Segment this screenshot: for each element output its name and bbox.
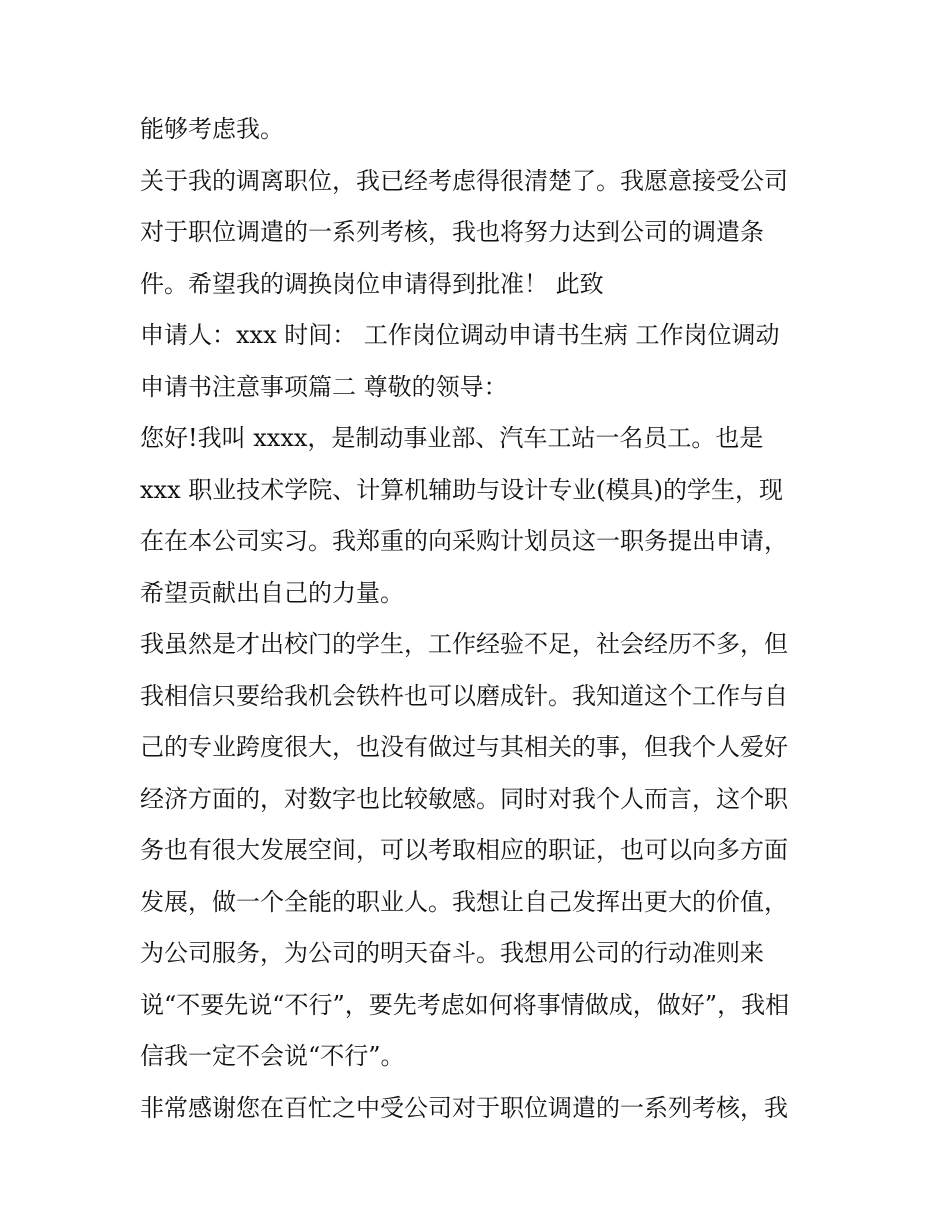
text-line: 经济方面的，对数字也比较敏感。同时对我个人而言，这个职	[140, 784, 788, 813]
text-line: 申请书注意事项篇二 尊敬的领导：	[140, 372, 508, 401]
document-body	[140, 108, 820, 1138]
text-line: 在在本公司实习。我郑重的向采购计划员这一职务提出申请，	[140, 527, 788, 555]
text-line: 非常感谢您在百忙之中受公司对于职位调遣的一系列考核，我	[140, 1093, 788, 1122]
text-line: 己的专业跨度很大，也没有做过与其相关的事，但我个人爱好	[140, 733, 788, 761]
text-line: 我相信只要给我机会铁杵也可以磨成针。我知道这个工作与自	[140, 681, 788, 710]
text-line: 我虽然是才出校门的学生，工作经验不足，社会经历不多，但	[140, 630, 788, 658]
text-line: 能够考虑我。	[140, 115, 284, 143]
text-line: 关于我的调离职位，我已经考虑得很清楚了。我愿意接受公司	[140, 166, 788, 195]
text-line: 您好!我叫 xxxx，是制动事业部、汽车工站一名员工。也是	[140, 424, 764, 452]
text-line: 为公司服务，为公司的明天奋斗。我想用公司的行动准则来	[140, 939, 764, 967]
text-line: 申请人：xxx 时间： 工作岗位调动申请书生病 工作岗位调动	[140, 321, 780, 349]
text-line: 务也有很大发展空间，可以考取相应的职证，也可以向多方面	[140, 836, 788, 864]
text-line: 希望贡献出自己的力量。	[140, 578, 404, 607]
text-line: 对于职位调遣的一系列考核，我也将努力达到公司的调遣条	[140, 218, 764, 246]
text-line: 说“不要先说“不行”，要先考虑如何将事情做成，做好”，我相	[140, 990, 790, 1019]
text-line: 件。希望我的调换岗位申请得到批准！ 此致	[140, 269, 604, 298]
text-line: 发展，做一个全能的职业人。我想让自己发挥出更大的价值，	[140, 887, 788, 916]
text-line: xxx 职业技术学院、计算机辅助与设计专业(模具)的学生，现	[140, 475, 783, 504]
text-line: 信我一定不会说“不行”。	[140, 1042, 405, 1070]
